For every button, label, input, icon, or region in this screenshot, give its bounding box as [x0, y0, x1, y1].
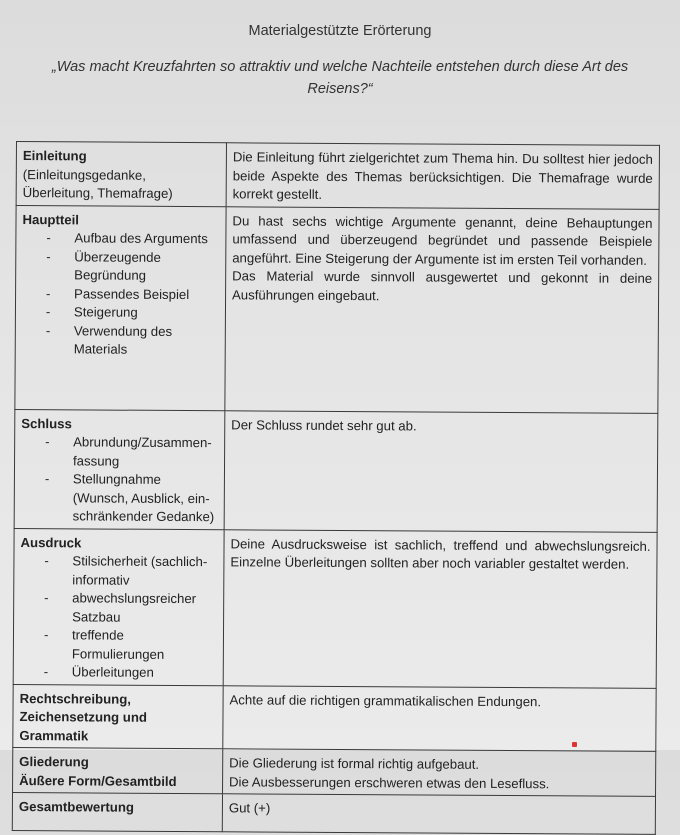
- criteria-heading: Rechtschreibung, Zeichensetzung und Grammatik: [19, 690, 148, 743]
- feedback-cell: [223, 685, 656, 751]
- feedback-text: Du hast sechs wichtige Argumente genannt, deine Behauptungen umfassend und überzeugend begründet und passende Beispiele angeführt. Eine Steigerung der Argumente ist im ersten Teil vorhanden.: [232, 212, 653, 268]
- feedback-text: Deine Ausdrucksweise ist sachlich, treffend und abwechslungsreich. Einzelne Überleitungen sollten aber noch variabler gestaltet werden.: [230, 535, 651, 572]
- criteria-heading: Gliederung: [19, 754, 89, 770]
- list-item: - Steigerung: [46, 303, 219, 323]
- feedback-text: Der Schluss rundet sehr gut ab.: [231, 416, 417, 433]
- criteria-heading: Äußere Form/Gesamtbild: [19, 772, 177, 789]
- table-row-hauptteil: [15, 205, 659, 413]
- list-item: - Überleitungen: [44, 663, 217, 683]
- list-item: - Überzeugende Begründung: [46, 248, 219, 286]
- table-row-gliederung: [13, 747, 656, 796]
- list-item: - abwechslungsreicher Satzbau: [44, 589, 217, 627]
- criteria-cell: [13, 528, 224, 685]
- table-row-rechtschreibung: [13, 684, 656, 751]
- red-ink-mark: [572, 742, 577, 747]
- list-item: - Stilsicherheit (sachlich-informativ: [44, 552, 217, 590]
- criteria-cell: [14, 409, 225, 529]
- criteria-heading: Schluss: [21, 415, 72, 431]
- list-item: - Abrundung/Zusammen-fassung: [45, 433, 218, 471]
- feedback-text: Die Einleitung führt zielgerichtet zum Thema hin. Du solltest hier jedoch beide Aspekte des Themas berücksichtigen. Die Themafrage wurde korrekt gestellt.: [232, 149, 653, 202]
- feedback-text: Das Material wurde sinnvoll ausgewertet und gekonnt in deine Ausführungen eingebaut.: [231, 268, 653, 303]
- list-item: - Passendes Beispiel: [46, 285, 219, 305]
- feedback-text: Die Gliederung ist formal richtig aufgebaut.: [229, 755, 480, 772]
- criteria-heading: Gesamtbewertung: [18, 799, 135, 815]
- list-item: - treffende Formulierungen: [44, 626, 217, 664]
- list-item: - Stellungnahme (Wunsch, Ausblick, ein-schränkender Gedanke): [45, 470, 218, 527]
- table-row-gesamt: [12, 792, 655, 834]
- criteria-cell: [12, 792, 222, 831]
- table-row-ausdruck: [13, 528, 657, 688]
- criteria-heading: Hauptteil: [22, 211, 79, 227]
- feedback-cell: [223, 529, 657, 688]
- grade-text: Gut (+): [228, 800, 271, 816]
- criteria-cell: [16, 142, 226, 207]
- criteria-list: [22, 229, 220, 360]
- feedback-cell: [222, 794, 655, 835]
- feedback-cell: [226, 143, 659, 209]
- criteria-cell: [15, 205, 226, 410]
- feedback-cell: [225, 206, 659, 413]
- document-title: Materialgestützte Erörterung: [248, 23, 432, 39]
- feedback-cell: [222, 749, 655, 797]
- criteria-list: [20, 552, 218, 683]
- list-item: - Aufbau des Arguments: [46, 229, 219, 249]
- list-item: - Verwendung des Materials: [46, 322, 219, 360]
- essay-question: „Was macht Kreuzfahrten so attraktiv und welche Nachteile entstehen durch diese Art des Reisens?“: [51, 59, 629, 97]
- criteria-cell: [13, 747, 223, 793]
- table-row-schluss: [14, 409, 658, 532]
- table-row-einleitung: [16, 142, 659, 209]
- criteria-list: [21, 433, 218, 527]
- feedback-text: Die Ausbesserungen erschweren etwas den Lesefluss.: [228, 773, 550, 791]
- criteria-heading: Ausdruck: [20, 534, 82, 550]
- feedback-text: Achte auf die richtigen grammatikalischen Endungen.: [229, 691, 542, 709]
- criteria-heading: Einleitung: [22, 148, 87, 164]
- grading-table: [12, 141, 660, 835]
- criteria-cell: [13, 684, 223, 749]
- criteria-subtext: (Einleitungsgedanke, Überleitung, Themafrage): [22, 166, 173, 201]
- feedback-cell: [224, 410, 658, 532]
